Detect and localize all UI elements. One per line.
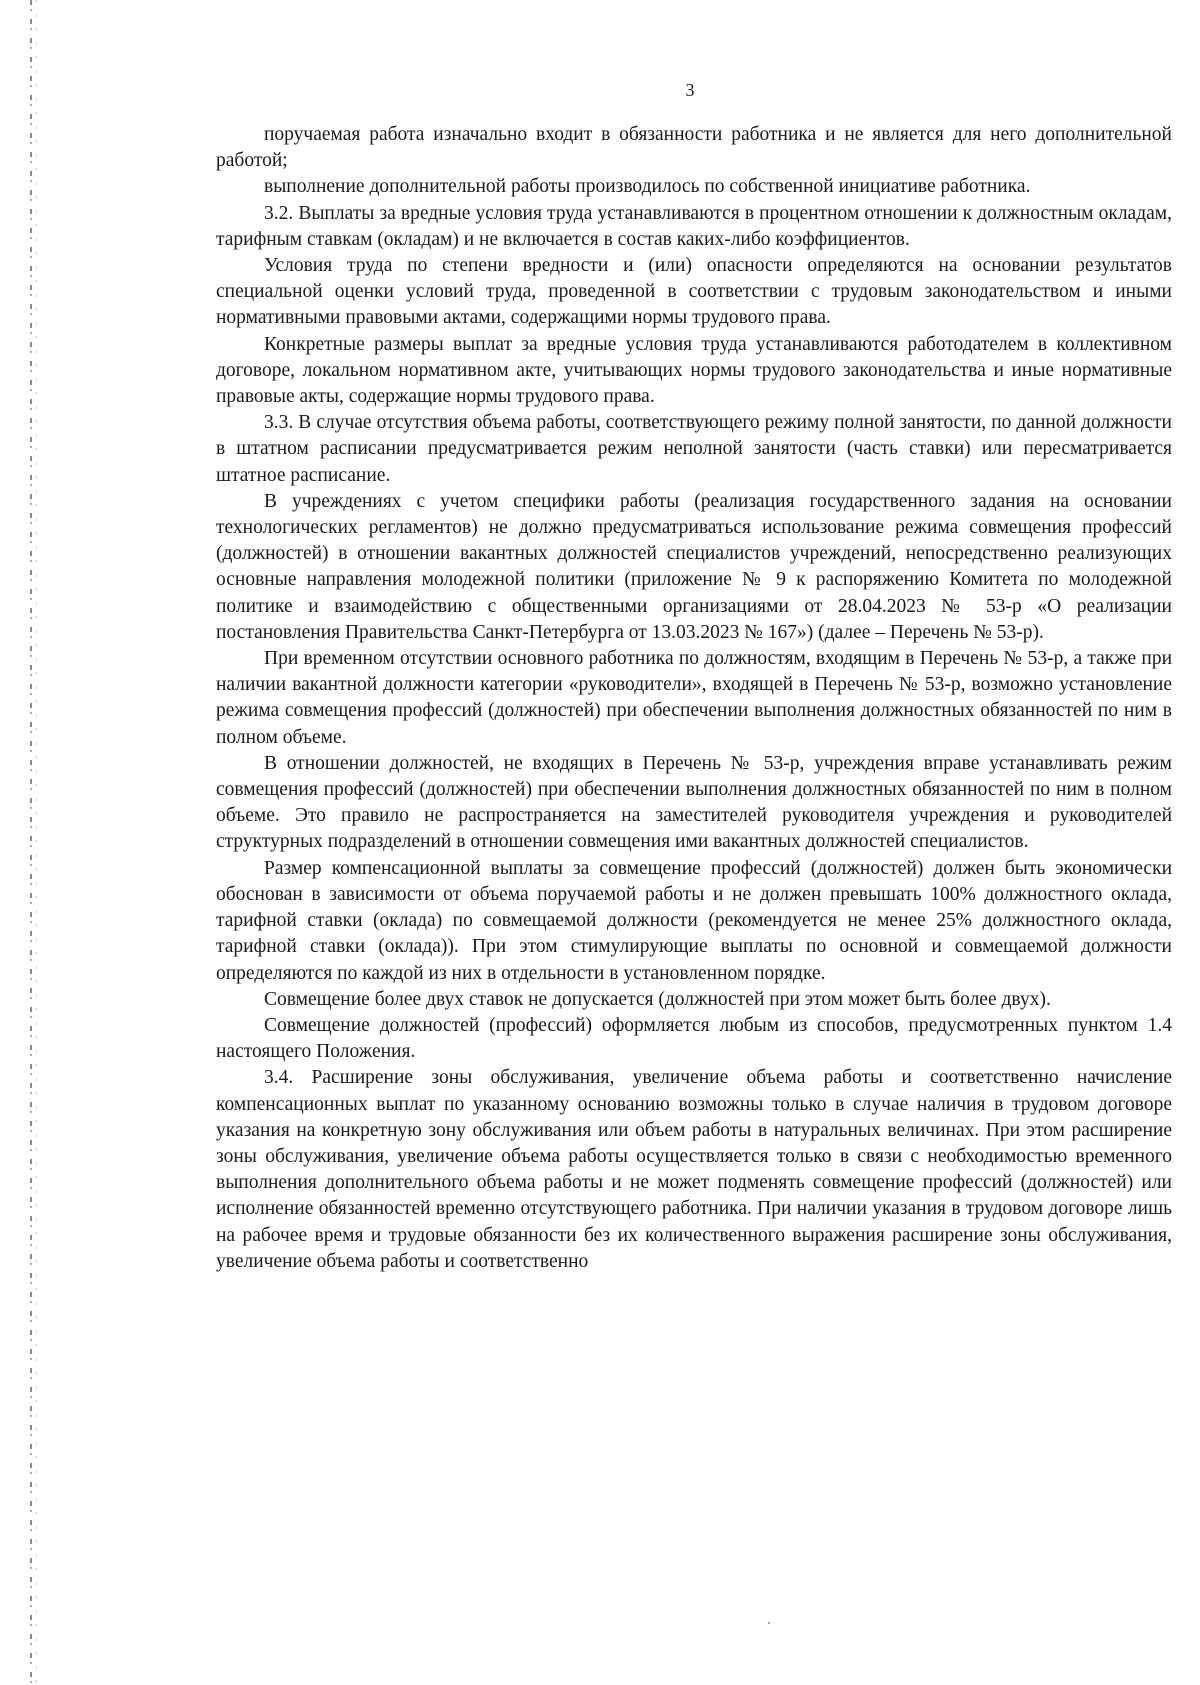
paragraph-temporary-absence: При временном отсутствии основного работника по должностям, входящим в Перечень № 53-р, а также при наличии вакантной должности категории «руководители», входящей в Перечень № 53-р, возможно установление режима совмещения профессий (должностей) при обеспечении выполнения должностных обязанностей по ним в полном объеме.	[216, 648, 1172, 748]
scan-speck	[768, 1622, 770, 1624]
paragraph-3-2-harmful-payments: 3.2. Выплаты за вредные условия труда устанавливаются в процентном отношении к должностным окладам, тарифным ставкам (окладам) и не включается в состав каких-либо коэффициентов.	[216, 202, 1172, 250]
paragraph-own-initiative: выполнение дополнительной работы производилось по собственной инициативе работника.	[264, 176, 1031, 198]
paragraph-duty-included: поручаемая работа изначально входит в обязанности работника и не является для него дополнительной работой;	[216, 124, 1172, 172]
scan-edge-line	[30, 0, 32, 1685]
paragraph-not-in-list: В отношении должностей, не входящих в Перечень № 53-р, учреждения вправе устанавливать режим совмещения профессий (должностей) при обеспечении выполнения должностных обязанностей по ним в полном объеме. Это правило не распространяется на заместителей руководителя учреждения и руководителей структурных подразделений в отношении совмещения ими вакантных должностей специалистов.	[216, 752, 1172, 853]
paragraph-combination-formalized: Совмещение должностей (профессий) оформляется любым из способов, предусмотренных пунктом 1.4 настоящего Положения.	[216, 1014, 1172, 1063]
paragraph-3-4-service-zone: 3.4. Расширение зоны обслуживания, увеличение объема работы и соответственно начисление компенсационных выплат по указанному основанию возможны только в случае наличия в трудовом договоре указания на конкретную зону обслуживания или объем работы в натуральных величинах. При этом расширение зоны обслуживания, увеличение объема работы осуществляется только в связи с необходимостью временного выполнения дополнительного объема работы и не может подменять совмещение профессий (должностей) или исполнение обязанностей временно отсутствующего работника. При наличии указания в трудовом договоре лишь на рабочее время и трудовые обязанности без их количественного выражения расширение зоны обслуживания, увеличение объема работы и соответственно	[216, 1067, 1172, 1272]
paragraph-specific-amounts: Конкретные размеры выплат за вредные условия труда устанавливаются работодателем в коллективном договоре, локальном нормативном акте, учитывающих нормы трудового законодательства и иные нормативные правовые акты, содержащие нормы трудового права.	[216, 333, 1172, 408]
paragraph-conditions-assessment: Условия труда по степени вредности и (или) опасности определяются на основании результатов специальной оценки условий труда, проведенной в соответствии с трудовым законодательством и иными нормативными правовыми актами, содержащими нормы трудового права.	[216, 255, 1172, 329]
paragraph-3-3-part-time: 3.3. В случае отсутствия объема работы, соответствующего режиму полной занятости, по данной должности в штатном расписании предусматривается режим неполной занятости (часть ставки) или пересматривается штатное расписание.	[216, 412, 1172, 486]
paragraph-institutions-specifics: В учреждениях с учетом специфики работы (реализация государственного задания на основании технологических регламентов) не должно предусматриваться использование режима совмещения профессий (должностей) в отношении вакантных должностей специалистов учреждений, непосредственно реализующих основные направления молодежной политики (приложение № 9 к распоряжению Комитета по молодежной политике и взаимодействию с общественными организациями от 28.04.2023 № 53-р «О реализации постановления Правительства Санкт-Петербурга от 13.03.2023 № 167») (далее – Перечень № 53-р).	[216, 490, 1172, 643]
scan-left-edge	[0, 0, 58, 1685]
scan-edge-line-secondary	[36, 0, 37, 1685]
paragraph-compensation-size: Размер компенсационной выплаты за совмещение профессий (должностей) должен быть экономически обоснован в зависимости от объема поручаемой работы и не должен превышать 100% должностного оклада, тарифной ставки (оклада) по совмещаемой должности (рекомендуется не менее 25% должностного оклада, тарифной ставки (оклада)). При этом стимулирующие выплаты по основной и совмещаемой должности определяются по каждой из них в отдельности в установленном порядке.	[216, 857, 1172, 984]
document-body	[216, 122, 1172, 1275]
page-number: 3	[685, 80, 695, 100]
paragraph-max-two-rates: Совмещение более двух ставок не допускается (должностей при этом может быть более двух).	[264, 988, 1051, 1010]
